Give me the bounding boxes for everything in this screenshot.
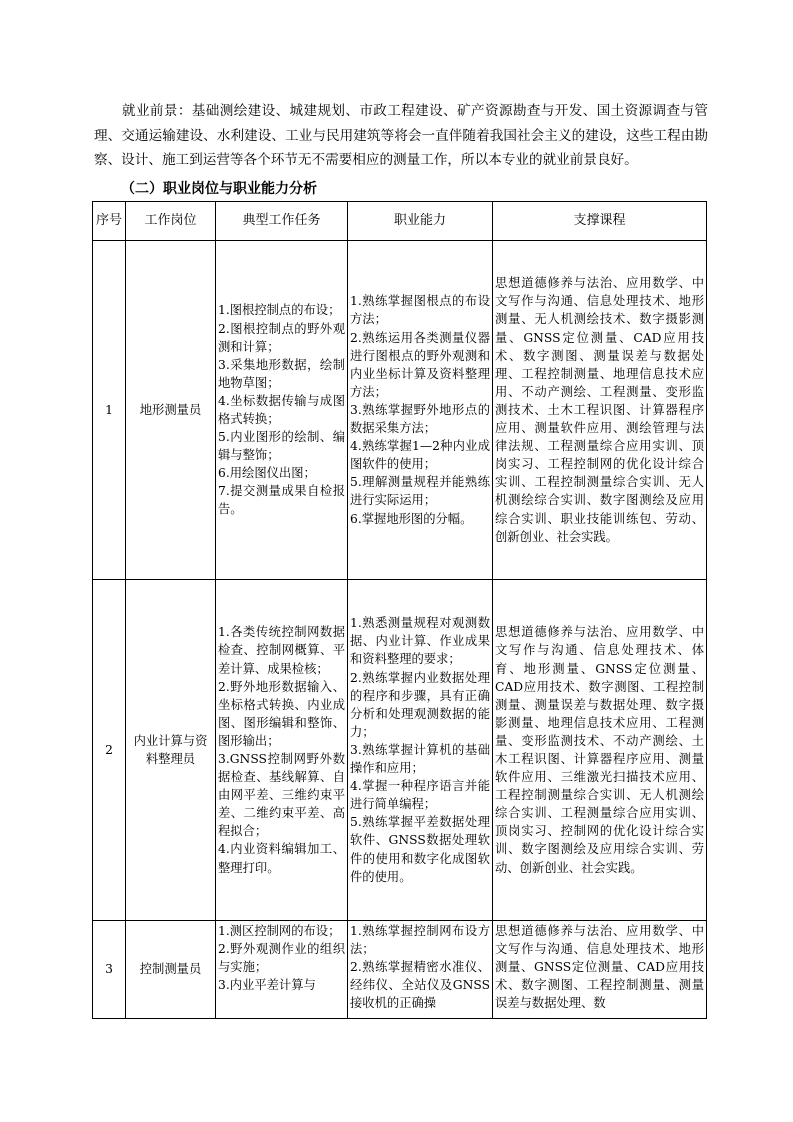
task-item: 6.用绘图仪出图； — [218, 466, 316, 481]
task-item: 2.图根控制点的野外观测和计算； — [218, 321, 345, 354]
ability-item: 1.熟悉测量规程对观测数据、内业计算、作业成果和资料整理的要求； — [350, 616, 490, 667]
supporting-courses — [493, 921, 707, 1019]
job-abilities — [348, 921, 493, 1019]
row-number: 3 — [93, 921, 126, 1019]
table-row — [93, 580, 707, 921]
task-item: 3.内业平差计算与 — [218, 978, 316, 993]
courses-text: 思想道德修养与法治、应用数学、中文写作与沟通、信息处理技术、地形测量、无人机测绘技术、数字摄影测量、GNSS定位测量、CAD应用技术、数字测图、测量误差与数据处理、工程控制测量、地理信息技术应用、不动产测绘、工程测量、变形监测技术、土木工程识图、计算器程序应用、测量软件应用、测绘管理与法律法规、工程测量综合应用实训、顶岗实习、工程控制网的优化设计综合实训、工程控制测量综合实训、无人机测绘综合实训、数字图测绘及应用综合实训、职业技能训练包、劳动、创新创业、社会实践。 — [495, 276, 704, 544]
typical-tasks — [216, 580, 348, 921]
task-item: 5.内业图形的绘制、编辑与整饰； — [218, 430, 345, 463]
task-item: 3.采集地形数据，绘制地物草图； — [218, 357, 345, 390]
header-courses: 支撑课程 — [493, 202, 707, 241]
ability-item: 5.熟练掌握平差数据处理软件、GNSS数据处理软件的使用和数字化成图软件的使用。 — [350, 815, 490, 884]
supporting-courses — [493, 241, 707, 580]
section-heading: （二）职业岗位与职业能力分析 — [121, 181, 317, 197]
task-item: 2.野外地形数据输入、坐标格式转换、内业成图、图形编辑和整饰、图形输出； — [218, 679, 345, 748]
task-item: 7.提交测量成果自检报告。 — [218, 484, 345, 517]
header-no: 序号 — [93, 202, 126, 241]
ability-item: 2.熟练掌握内业数据处理的程序和步骤，具有正确分析和处理观测数据的能力； — [350, 670, 490, 739]
typical-tasks — [216, 921, 348, 1019]
header-post: 工作岗位 — [126, 202, 216, 241]
table-row — [93, 241, 707, 580]
job-abilities — [348, 241, 493, 580]
intro-paragraph: 就业前景：基础测绘建设、城建规划、市政工程建设、矿产资源勘查与开发、国土资源调查与管理、交通运输建设、水利建设、工业与民用建筑等将会一直伴随着我国社会主义的建设，这些工程由勘察、设计、施工到运营等各个环节无不需要相应的测量工作，所以本专业的就业前景良好。 — [94, 103, 708, 168]
job-post: 控制测量员 — [126, 921, 216, 1019]
task-item: 1.图根控制点的布设； — [218, 303, 341, 318]
ability-item: 5.理解测量规程并能熟练进行实际运用； — [350, 475, 490, 508]
ability-item: 1.熟练掌握图根点的布设方法； — [350, 294, 490, 327]
task-item: 2.野外观测作业的组织与实施； — [218, 942, 345, 975]
ability-item: 2.熟练掌握精密水准仪、经纬仪、全站仪及GNSS接收机的正确操 — [350, 960, 490, 1011]
ability-item: 3.熟练掌握野外地形点的数据采集方法； — [350, 402, 490, 436]
task-item: 3.GNSS控制网野外数据检查、基线解算、自由网平差、三维约束平差、二维约束平差、高程拟合； — [218, 752, 345, 839]
task-item: 4.内业资料编辑加工、整理打印。 — [218, 842, 345, 875]
table-header-row — [93, 202, 707, 241]
ability-item: 6.掌握地形图的分幅。 — [350, 511, 473, 526]
ability-item: 4.掌握一种程序语言并能进行简单编程； — [350, 779, 490, 812]
task-item: 1.各类传统控制网数据检查、控制网概算、平差计算、成果检核； — [218, 625, 345, 676]
ability-item: 4.熟练掌握1—2种内业成图软件的使用； — [350, 439, 490, 472]
ability-item: 2.熟练运用各类测量仪器进行图根点的野外观测和内业坐标计算及资料整理方法； — [350, 330, 490, 399]
task-item: 1.测区控制网的布设； — [218, 924, 341, 938]
job-post: 地形测量员 — [126, 241, 216, 580]
job-post: 内业计算与资料整理员 — [126, 580, 216, 921]
ability-item: 3.熟练掌握计算机的基础操作和应用； — [350, 742, 490, 776]
ability-item: 1.熟练掌握控制网布设方法； — [350, 924, 490, 957]
task-item: 4.坐标数据传输与成图格式转换； — [218, 393, 345, 426]
job-analysis-table — [92, 201, 707, 1019]
courses-text: 思想道德修养与法治、应用数学、中文写作与沟通、信息处理技术、地形测量、GNSS定位测量、CAD应用技术、数字测图、工程控制测量、测量误差与数据处理、数 — [495, 924, 704, 1011]
table-row — [93, 921, 707, 1019]
row-number: 1 — [93, 241, 126, 580]
row-number: 2 — [93, 580, 126, 921]
courses-text: 思想道德修养与法治、应用数学、中文写作与沟通、信息处理技术、体育、地形测量、GNSS定位测量、CAD应用技术、数字测图、工程控制测量、测量误差与数据处理、数字摄影测量、地理信息技术应用、工程测量、变形监测技术、不动产测绘、土木工程识图、计算器程序应用、测量软件应用、三维激光扫描技术应用、工程控制测量综合实训、无人机测绘综合实训、工程测量综合应用实训、顶岗实习、控制网的优化设计综合实训、数字图测绘及应用综合实训、劳动、创新创业、社会实践。 — [495, 625, 704, 875]
typical-tasks — [216, 241, 348, 580]
header-ability: 职业能力 — [348, 202, 493, 241]
header-tasks: 典型工作任务 — [216, 202, 348, 241]
job-abilities — [348, 580, 493, 921]
supporting-courses — [493, 580, 707, 921]
